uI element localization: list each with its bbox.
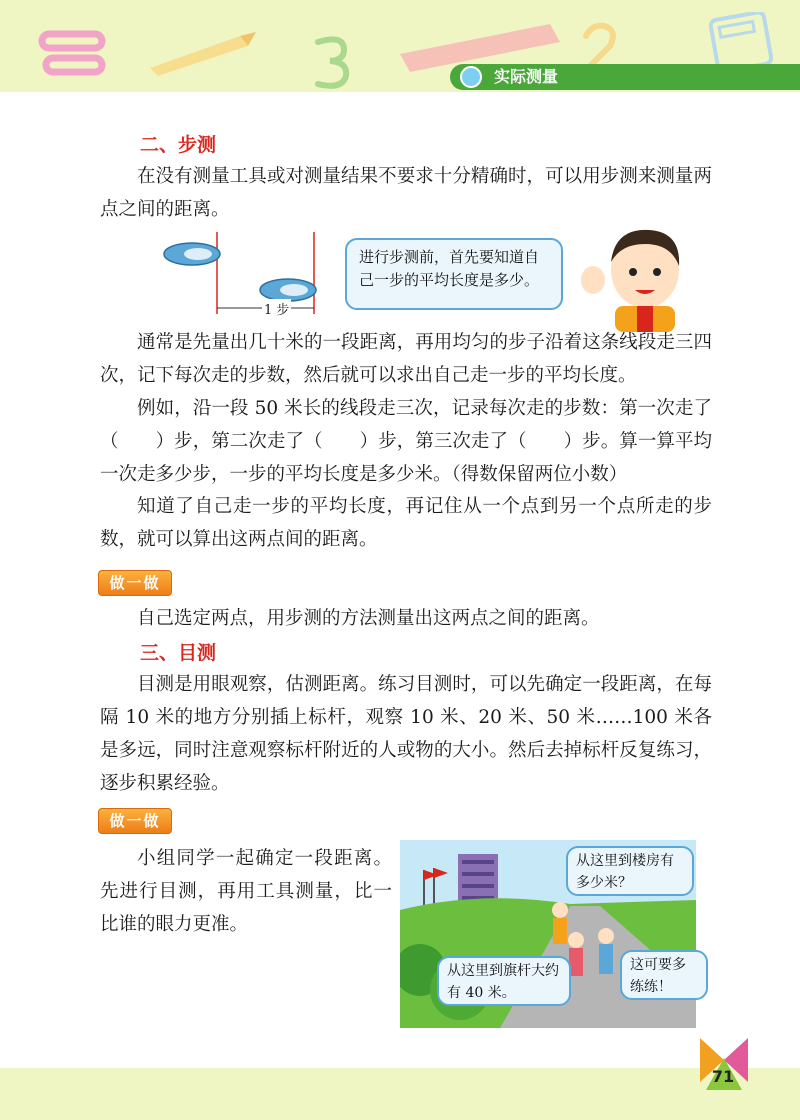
digit-three-icon xyxy=(310,34,354,90)
section3-heading: 三、目测 xyxy=(140,642,217,664)
bottom-band xyxy=(0,1068,800,1120)
section2-paragraph-1: 通常是先量出几十米的一段距离，再用均匀的步子沿着这条线段走三四次，记下每次走的步数，然后就可以求出自己走一步的平均长度。 xyxy=(100,332,712,386)
section2-paragraph-2: 例如，沿一段 50 米长的线段走三次，记录每次走的步数：第一次走了（ ）步，第二次走了（ ）步，第三次走了（ ）步。算一算平均一次走多少步，一步的平均长度是多少米。（得数保留两位小数） xyxy=(100,398,712,485)
section2-intro: 在没有测量工具或对测量结果不要求十分精确时，可以用步测来测量两点之间的距离。 xyxy=(100,166,712,220)
pencil-icon xyxy=(140,28,260,78)
top-banner xyxy=(0,0,800,92)
section2-paragraph-3: 知道了自己走一步的平均长度，再记住从一个点到另一个点所走的步数，就可以算出这两点间的距离。 xyxy=(100,496,712,550)
calculator-icon xyxy=(700,12,780,72)
speech-bubble-step: 进行步测前，首先要知道自己一步的平均长度是多少。 xyxy=(345,238,563,310)
section3-paragraph: 目测是用眼观察，估测距离。练习目测时，可以先确定一段距离，在每隔 10 米的地方分别插上标杆，观察 10 米、20 米、50 米……100 米各是多远，同时注意观察标杆附近的人或物的大小。然后去掉标杆反复练习，逐步积累经验。 xyxy=(100,674,712,794)
boy-illustration xyxy=(575,222,705,332)
activity2-text: 小组同学一起确定一段距离。先进行目测，再用工具测量，比一比谁的眼力更准。 xyxy=(100,848,392,935)
activity-tag: 做一做 xyxy=(98,808,172,834)
speech-bubble-practice: 这可要多练练！ xyxy=(620,950,708,1000)
child-figure xyxy=(598,928,614,974)
step-length-label: 1 步 xyxy=(262,299,291,318)
activity1-text: 自己选定两点，用步测的方法测量出这两点之间的距离。 xyxy=(137,608,600,629)
section-tab xyxy=(450,64,800,90)
shoe-print-icon xyxy=(260,279,316,301)
section-label: 实际测量 xyxy=(494,67,559,86)
footprint-diagram xyxy=(160,232,330,322)
speech-bubble-building: 从这里到楼房有多少米？ xyxy=(566,846,694,896)
section2-heading: 二、步测 xyxy=(140,134,217,156)
child-figure xyxy=(552,902,568,944)
activity-tag: 做一做 xyxy=(98,570,172,596)
section-badge-icon xyxy=(460,66,482,88)
speech-bubble-flag: 从这里到旗杆大约有 40 米。 xyxy=(437,956,571,1006)
paperclip-icon xyxy=(38,28,108,82)
page-number: 71 xyxy=(711,1067,735,1086)
shoe-print-icon xyxy=(164,243,220,265)
